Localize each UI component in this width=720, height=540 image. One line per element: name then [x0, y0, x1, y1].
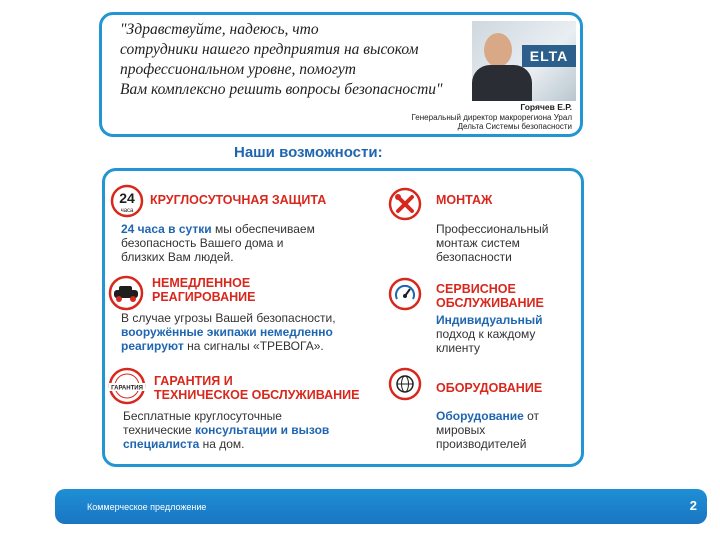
feature-title-install: МОНТАЖ — [436, 193, 493, 207]
feature-body-equipment: Оборудование от мировых производителей — [436, 409, 540, 451]
signature — [412, 103, 573, 132]
feature-title-response: НЕМЕДЛЕННОЕ РЕАГИРОВАНИЕ — [152, 276, 256, 304]
feature-title-service: СЕРВИСНОЕ ОБСЛУЖИВАНИЕ — [436, 282, 544, 310]
author-title: Генеральный директор макрорегиона Урал — [411, 112, 572, 122]
quote-box — [99, 12, 583, 137]
feature-body-warranty: Бесплатные круглосуточные технические консультации и вызов специалиста на дом. — [123, 409, 330, 451]
globe-equipment-icon — [388, 367, 422, 406]
feature-body-24h: 24 часа в сутки мы обеспечиваем безопасность Вашего дома и близких Вам людей. — [121, 222, 315, 264]
photo-logo: ELTA — [522, 45, 576, 67]
footer-label: Коммерческое предложение — [87, 502, 207, 512]
car-response-icon — [108, 275, 144, 316]
footer-bar — [55, 489, 707, 524]
tools-icon — [388, 187, 422, 226]
svg-text:ГАРАНТИЯ: ГАРАНТИЯ — [111, 385, 143, 392]
feature-title-equipment: ОБОРУДОВАНИЕ — [436, 381, 543, 395]
page-number: 2 — [689, 498, 697, 513]
quote-line: сотрудники нашего предприятия на высоком — [120, 41, 419, 58]
author-company: Дельта Системы безопасности — [457, 122, 572, 131]
quote-text — [120, 20, 460, 100]
section-title: Наши возможности: — [234, 144, 383, 161]
svg-text:часа: часа — [120, 208, 134, 214]
svg-text:24: 24 — [119, 190, 135, 206]
quote-line: Вам комплексно решить вопросы безопасности" — [120, 81, 443, 98]
feature-title-warranty: ГАРАНТИЯ И ТЕХНИЧЕСКОЕ ОБСЛУЖИВАНИЕ — [154, 374, 360, 402]
feature-body-response: В случае угрозы Вашей безопасности, вооружённые экипажи немедленно реагируют на сигналы «ТРЕВОГА». — [121, 311, 336, 353]
feature-body-install: Профессиональный монтаж систем безопасности — [436, 222, 549, 264]
quote-line: "Здравствуйте, надеюсь, что — [120, 21, 319, 38]
author-name: Горячев Е.Р. — [520, 102, 572, 112]
photo-body — [472, 65, 532, 101]
photo-head — [484, 33, 512, 67]
warranty-seal-icon — [108, 367, 146, 410]
twenty-four-hours-icon — [110, 184, 144, 223]
feature-title-24h: КРУГЛОСУТОЧНАЯ ЗАЩИТА — [150, 193, 327, 207]
quote-line: профессиональном уровне, помогут — [120, 61, 356, 78]
features-panel — [102, 168, 584, 467]
director-photo — [472, 21, 576, 101]
service-gauge-icon — [388, 277, 422, 316]
feature-body-service: Индивидуальный подход к каждому клиенту — [436, 313, 543, 355]
